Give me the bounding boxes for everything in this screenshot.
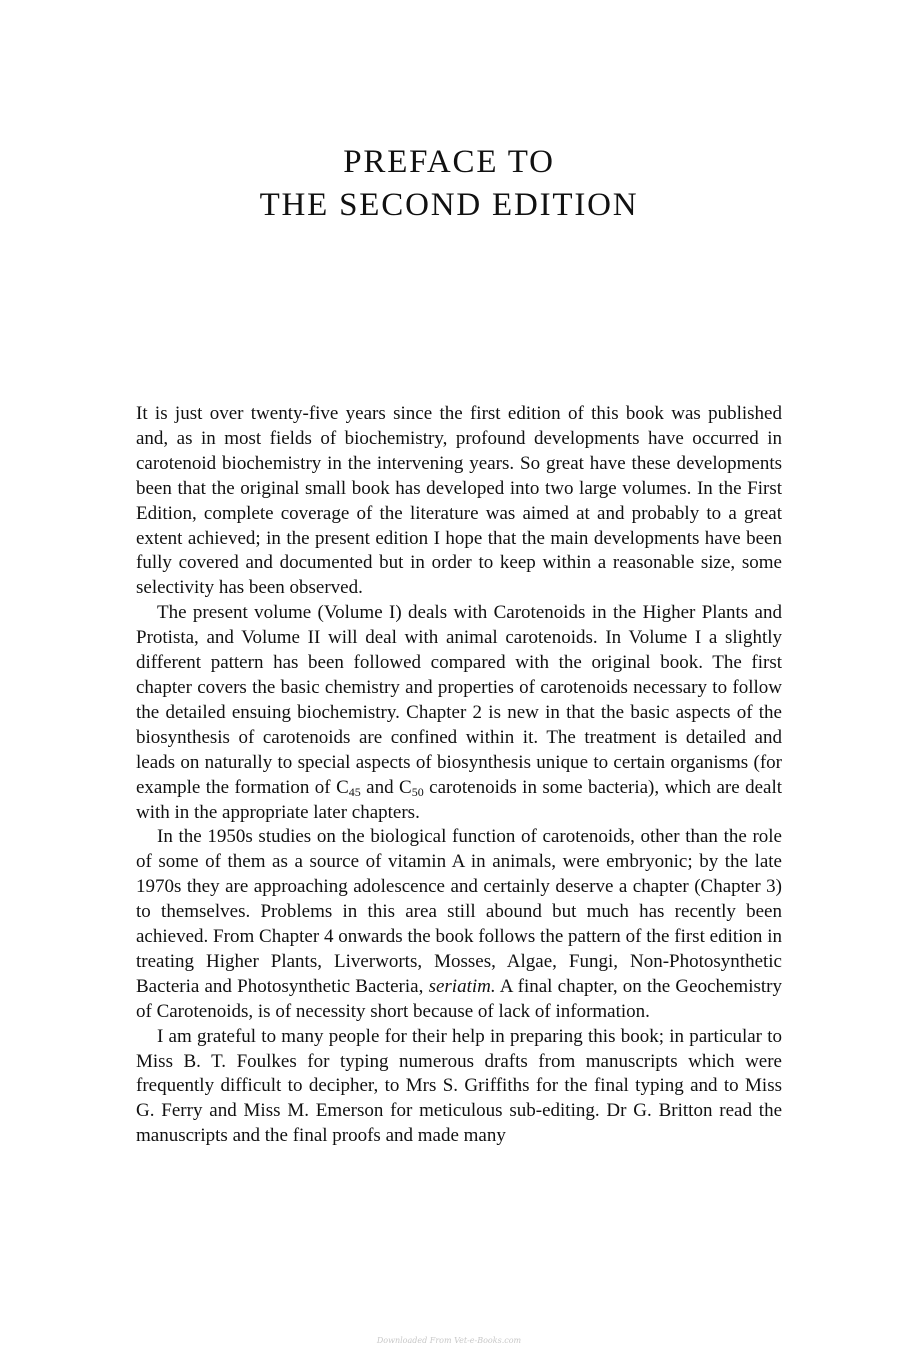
paragraph-3	[136, 825, 782, 1024]
title-line-1: PREFACE TO	[343, 144, 555, 180]
paragraph-2-part-2: and C	[360, 776, 412, 798]
subscript-45: 45	[348, 784, 361, 799]
page-title	[0, 141, 898, 227]
italic-seriatim: seriatim.	[428, 975, 496, 997]
download-watermark: Downloaded From Vet-e-Books.com	[376, 1336, 522, 1345]
paragraph-2	[136, 601, 782, 825]
paragraph-3-part-2: A final chapter, on the Geochemistry of Carotenoids, is of necessity short because of lack of information.	[136, 975, 782, 1022]
paragraph-4: I am grateful to many people for their help in preparing this book; in particular to Miss B. T. Foulkes for typing numerous drafts from manuscripts which were frequently difficult to decipher, to Mrs S. Griffiths for the final typing and to Miss G. Ferry and Miss M. Emerson for meticulous sub-editing. Dr G. Britton read the manuscripts and the final proofs and made many	[136, 1025, 782, 1147]
subscript-50: 50	[411, 784, 424, 799]
paragraph-3-part-1: In the 1950s studies on the biological function of carotenoids, other than the role of some of them as a source of vitamin A in animals, were embryonic; by the late 1970s they are approaching adolescence and certainly deserve a chapter (Chapter 3) to themselves. Problems in this area still abound but much has recently been achieved. From Chapter 4 onwards the book follows the pattern of the first edition in treating Higher Plants, Liverworts, Mosses, Algae, Fungi, Non-Photosynthetic Bacteria and Photosynthetic Bacteria,	[136, 826, 782, 997]
title-line-2: THE SECOND EDITION	[259, 187, 639, 223]
preface-body	[136, 402, 782, 1149]
paragraph-2-part-1: The present volume (Volume I) deals with Carotenoids in the Higher Plants and Protista, and Volume II will deal with animal carotenoids. In Volume I a slightly different pattern has been followed compared with the original book. The first chapter covers the basic chemistry and properties of carotenoids necessary to follow the detailed ensuing biochemistry. Chapter 2 is new in that the basic aspects of the biosynthesis of carotenoids are confined within it. The treatment is detailed and leads on naturally to special aspects of biosynthesis unique to certain organisms (for example the formation of C	[136, 602, 782, 798]
paragraph-1: It is just over twenty-five years since the first edition of this book was published and, as in most fields of biochemistry, profound developments have occurred in carotenoid biochemistry in the intervening years. So great have these developments been that the original small book has developed into two large volumes. In the First Edition, complete coverage of the literature was aimed at and probably to a great extent achieved; in the present edition I hope that the main developments have been fully covered and documented but in order to keep within a reasonable size, some selectivity has been observed.	[136, 403, 782, 599]
paragraph-2-part-3: carotenoids in some bacteria), which are dealt with in the appropriate later chapters.	[136, 776, 782, 823]
